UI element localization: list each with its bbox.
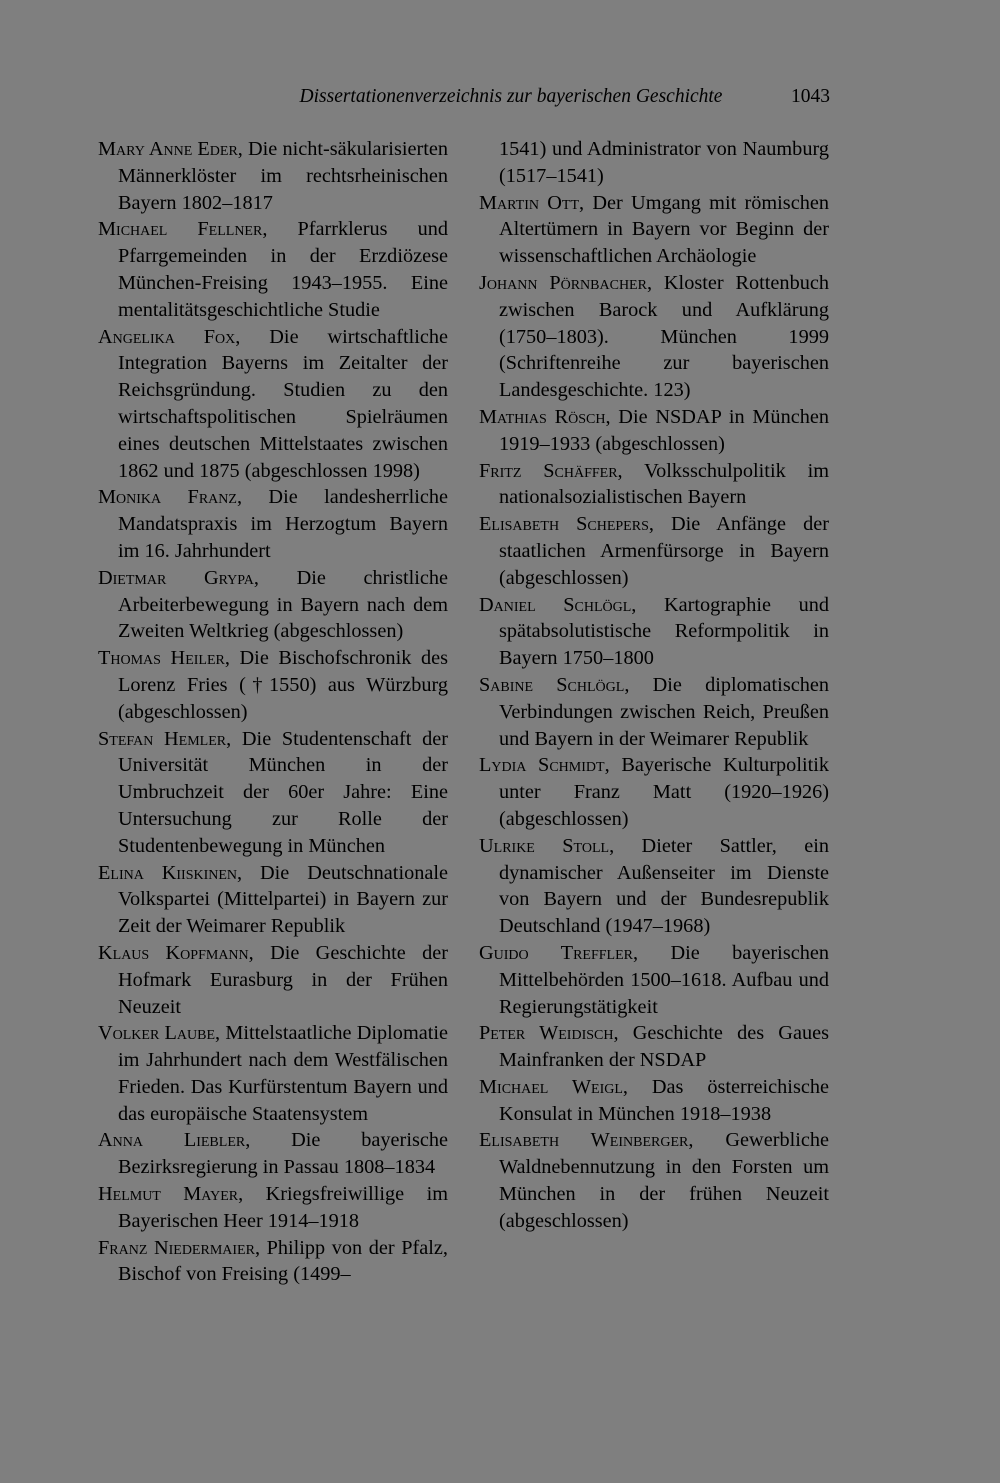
left-column: [98, 136, 448, 1288]
entry-author: Klaus Kopfmann: [98, 941, 249, 964]
entry-title: Kartographie und spätabsolutistische Reformpolitik in Bayern 1750–1800: [499, 593, 830, 670]
dissertation-entry: Thomas Heiler, Die Bischofschronik des Lorenz Fries (†1550) aus Würzburg (abgeschlossen): [98, 647, 448, 723]
dissertation-entry: Daniel Schlögl, Kartographie und spätabsolutistische Reformpolitik in Bayern 1750–1800: [479, 593, 830, 670]
entry-author: Martin Ott: [479, 191, 579, 214]
entry-title: Das österreichische Konsulat in München 1918–1938: [499, 1075, 829, 1125]
entry-author: Fritz Schäffer: [479, 459, 618, 482]
entry-author: Peter Weidisch: [479, 1022, 614, 1045]
entry-title: Philipp von der Pfalz, Bischof von Freising (1499–: [118, 1236, 448, 1286]
entry-title: Mittelstaatliche Diplomatie im Jahrhundert nach dem Westfälischen Frieden. Das Kurfürstentum Bayern und das europäische Staatensystem: [118, 1022, 448, 1125]
dissertation-entry: Franz Niedermaier, Philipp von der Pfalz, Bischof von Freising (1499–: [98, 1236, 448, 1286]
dissertation-entry: Johann Pörnbacher, Kloster Rottenbuch zwischen Barock und Aufklärung (1750–1803). München 1999 (Schriftenreihe zur bayerischen Landesgeschichte. 123): [479, 271, 829, 402]
right-column: [479, 136, 829, 1235]
entry-author: Anna Liebler: [98, 1129, 246, 1152]
entry-title: Die bayerische Bezirksregierung in Passau 1808–1834: [118, 1129, 448, 1179]
entry-continuation: 1541) und Administrator von Naumburg (1517–1541): [499, 138, 829, 187]
entry-title: Kriegsfreiwillige im Bayerischen Heer 1914–1918: [118, 1183, 448, 1232]
dissertation-entry: Monika Franz, Die landesherrliche Mandatspraxis im Herzogtum Bayern im 16. Jahrhundert: [98, 486, 448, 562]
entry-title: Gewerbliche Waldnebennutzung in den Forsten um München in der frühen Neuzeit (abgeschlossen): [499, 1129, 830, 1232]
dissertation-entry: Fritz Schäffer, Volksschulpolitik im nationalsozialistischen Bayern: [479, 459, 829, 509]
entry-author: Elisabeth Schepers: [479, 513, 649, 536]
dissertation-entry: Guido Treffler, Die bayerischen Mittelbehörden 1500–1618. Aufbau und Regierungstätigkeit: [479, 941, 829, 1018]
entry-title: Pfarrklerus und Pfarrgemeinden in der Erzdiözese München-Freising 1943–1955. Eine mentalitätsgeschichtliche Studie: [118, 218, 448, 321]
entry-title: Die NSDAP in München 1919–1933 (abgeschlossen): [499, 405, 829, 455]
entry-author: Sabine Schlögl: [479, 673, 625, 696]
entry-title: Die Geschichte der Hofmark Eurasburg in der Frühen Neuzeit: [118, 941, 449, 1018]
entry-title: Die Bischofschronik des Lorenz Fries (†1550) aus Würzburg (abgeschlossen): [118, 647, 448, 723]
entry-title: Die wirtschaftliche Integration Bayerns im Zeitalter der Reichsgründung. Studien zu den wirtschaftspolitischen Spielräumen eines deutschen Mittelstaates zwischen 1862 und 1875 (abgeschlossen 1998): [118, 325, 448, 482]
dissertation-entry: Elisabeth Weinberger, Gewerbliche Waldnebennutzung in den Forsten um München in der frühen Neuzeit (abgeschlossen): [479, 1129, 830, 1232]
dissertation-entry: Peter Weidisch, Geschichte des Gaues Mainfranken der NSDAP: [479, 1022, 829, 1072]
dissertation-entry: Stefan Hemler, Die Studentenschaft der Universität München in der Umbruchzeit der 60er Jahre: Eine Untersuchung zur Rolle der Studentenbewegung in München: [98, 727, 449, 857]
dissertation-entry: Elina Kiiskinen, Die Deutschnationale Volkspartei (Mittelpartei) in Bayern zur Zeit der Weimarer Republik: [98, 861, 448, 938]
dissertation-entry: Mary Anne Eder, Die nicht-säkularisierten Männerklöster im rechtsrheinischen Bayern 1802–1817: [98, 138, 449, 214]
running-head: [98, 86, 830, 112]
entry-author: Helmut Mayer: [98, 1183, 239, 1206]
entry-title: Die landesherrliche Mandatspraxis im Herzogtum Bayern im 16. Jahrhundert: [118, 486, 448, 562]
entry-author: Guido Treffler: [479, 941, 633, 964]
entry-title: Die nicht-säkularisierten Männerklöster im rechtsrheinischen Bayern 1802–1817: [118, 138, 449, 214]
entry-title: Dieter Sattler, ein dynamischer Außenseiter im Dienste von Bayern und der Bundesrepublik Deutschland (1947–1968): [499, 834, 830, 938]
dissertation-entry: Klaus Kopfmann, Die Geschichte der Hofmark Eurasburg in der Frühen Neuzeit: [98, 941, 449, 1018]
entry-author: Johann Pörnbacher: [479, 271, 647, 294]
dissertation-entry: Anna Liebler, Die bayerische Bezirksregierung in Passau 1808–1834: [98, 1129, 448, 1179]
entry-author: Mathias Rösch: [479, 405, 606, 428]
entry-title: Volksschulpolitik im nationalsozialistischen Bayern: [499, 459, 829, 509]
entry-author: Stefan Hemler: [98, 727, 227, 750]
dissertation-entry: Lydia Schmidt, Bayerische Kulturpolitik unter Franz Matt (1920–1926) (abgeschlossen): [479, 754, 829, 830]
dissertation-entry: Angelika Fox, Die wirtschaftliche Integration Bayerns im Zeitalter der Reichsgründung. Studien zu den wirtschaftspolitischen Spielräumen eines deutschen Mittelstaates zwischen 1862 und 1875 (abgeschlossen 1998): [98, 325, 448, 482]
entry-title: Die Deutschnationale Volkspartei (Mittelpartei) in Bayern zur Zeit der Weimarer Republik: [118, 861, 448, 938]
dissertation-entry: Volker Laube, Mittelstaatliche Diplomatie im Jahrhundert nach dem Westfälischen Frieden. Das Kurfürstentum Bayern und das europäische Staatensystem: [98, 1022, 448, 1125]
entry-author: Daniel Schlögl: [479, 593, 632, 616]
entry-author: Franz Niedermaier: [98, 1236, 255, 1259]
dissertation-entry: Ulrike Stoll, Dieter Sattler, ein dynamischer Außenseiter im Dienste von Bayern und der Bundesrepublik Deutschland (1947–1968): [479, 834, 830, 938]
entry-author: Elina Kiiskinen: [98, 861, 238, 884]
entry-title: Die Anfänge der staatlichen Armenfürsorge in Bayern (abgeschlossen): [499, 513, 830, 589]
entry-author: Michael Weigl: [479, 1075, 623, 1098]
entry-author: Volker Laube: [98, 1022, 216, 1045]
entry-title: Bayerische Kulturpolitik unter Franz Matt (1920–1926) (abgeschlossen): [499, 754, 829, 830]
entry-author: Mary Anne Eder: [98, 138, 238, 160]
entry-title: Die christliche Arbeiterbewegung in Bayern nach dem Zweiten Weltkrieg (abgeschlossen): [118, 566, 449, 643]
entry-author: Dietmar Grypa: [98, 566, 254, 589]
entry-title: Geschichte des Gaues Mainfranken der NSDAP: [499, 1022, 829, 1072]
entry-title: Kloster Rottenbuch zwischen Barock und Aufklärung (1750–1803). München 1999 (Schriftenreihe zur bayerischen Landesgeschichte. 123): [499, 271, 829, 402]
entry-title: Die Studentenschaft der Universität München in der Umbruchzeit der 60er Jahre: Eine Untersuchung zur Rolle der Studentenbewegung in München: [118, 727, 449, 857]
entry-author: Angelika Fox: [98, 325, 236, 348]
dissertation-entry: Dietmar Grypa, Die christliche Arbeiterbewegung in Bayern nach dem Zweiten Weltkrieg (abgeschlossen): [98, 566, 449, 643]
dissertation-entry: Mathias Rösch, Die NSDAP in München 1919–1933 (abgeschlossen): [479, 405, 829, 455]
entry-author: Elisabeth Weinberger: [479, 1129, 689, 1152]
dissertation-entry: Michael Fellner, Pfarrklerus und Pfarrgemeinden in der Erzdiözese München-Freising 1943–1955. Eine mentalitätsgeschichtliche Studie: [98, 218, 448, 321]
dissertation-entry: Elisabeth Schepers, Die Anfänge der staatlichen Armenfürsorge in Bayern (abgeschlossen): [479, 513, 830, 589]
dissertation-entry: Helmut Mayer, Kriegsfreiwillige im Bayerischen Heer 1914–1918: [98, 1183, 448, 1232]
running-title: Dissertationenverzeichnis zur bayerischen Geschichte: [299, 86, 723, 107]
dissertation-entry: Michael Weigl, Das österreichische Konsulat in München 1918–1938: [479, 1075, 829, 1125]
entry-author: Monika Franz: [98, 486, 237, 509]
entry-author: Lydia Schmidt: [479, 754, 605, 777]
entry-author: Michael Fellner: [98, 218, 263, 241]
entry-title: Der Umgang mit römischen Altertümern in Bayern vor Beginn der wissenschaftlichen Archäologie: [499, 191, 829, 268]
dissertation-entry: Sabine Schlögl, Die diplomatischen Verbindungen zwischen Reich, Preußen und Bayern in der Weimarer Republik: [479, 673, 829, 750]
entry-author: Ulrike Stoll: [479, 834, 610, 857]
entry-title: Die diplomatischen Verbindungen zwischen Reich, Preußen und Bayern in der Weimarer Republik: [499, 673, 829, 750]
dissertation-entry: Martin Ott, Der Umgang mit römischen Altertümern in Bayern vor Beginn der wissenschaftlichen Archäologie: [479, 191, 829, 268]
page-number: 1043: [791, 86, 830, 107]
entry-title: Die bayerischen Mittelbehörden 1500–1618. Aufbau und Regierungstätigkeit: [499, 941, 829, 1018]
entry-author: Thomas Heiler: [98, 647, 225, 670]
